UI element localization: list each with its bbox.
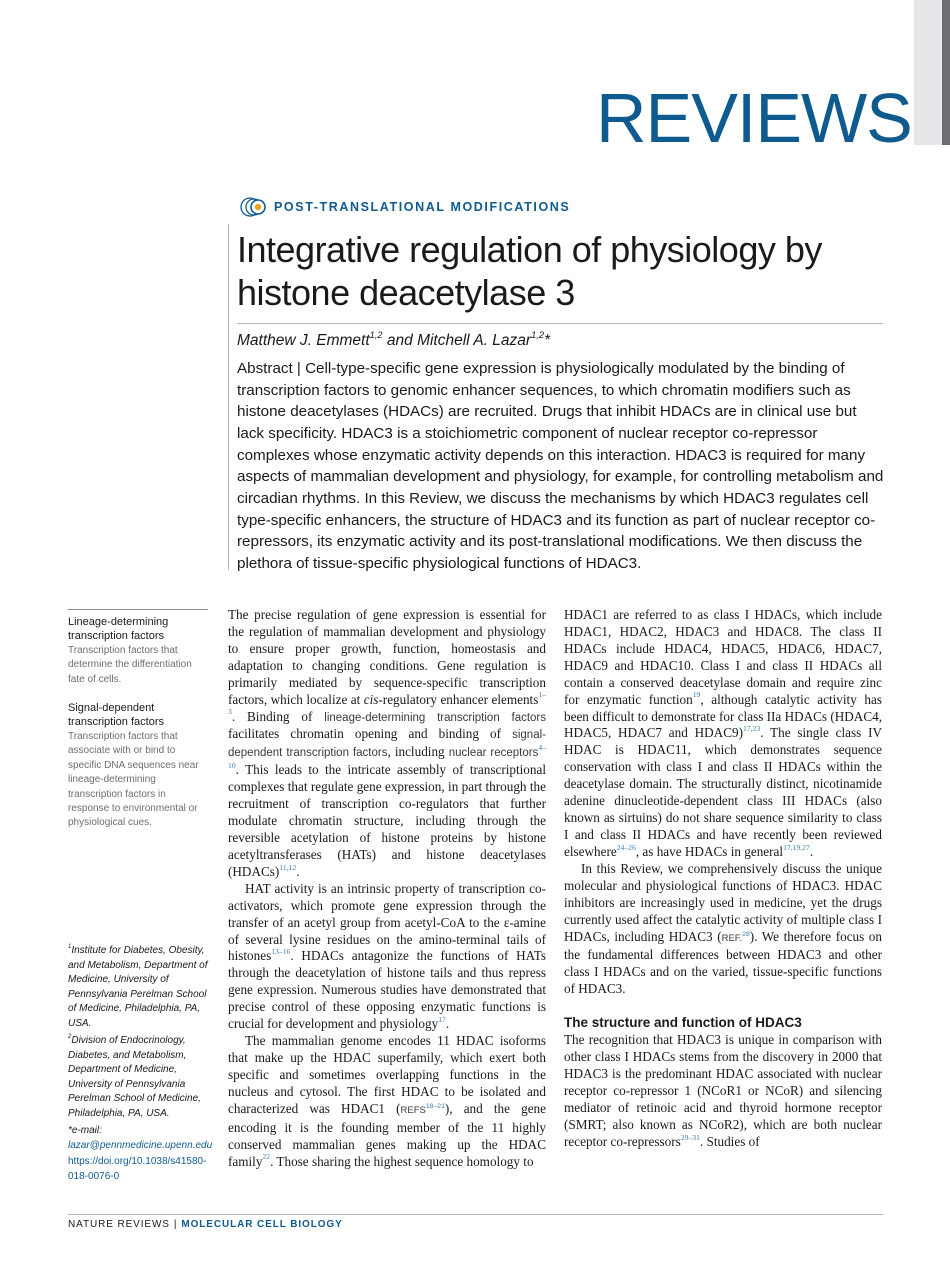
footer-journal: NATURE REVIEWS [68,1219,170,1230]
body-column-right [564,607,882,1151]
author-name: Matthew J. Emmett [237,332,370,349]
body-paragraph [564,861,882,998]
doi-link[interactable]: https://doi.org/10.1038/s41580-018-0076-0 [68,1156,207,1182]
glossary-link[interactable]: lineage-determining transcription factors [324,711,547,724]
corresponding-star: * [544,332,551,349]
text-run: . [296,863,300,879]
text-run: . Binding of [231,708,325,724]
reference-citation[interactable]: 24–26 [616,842,636,852]
text-run: The precise regulation of gene expression is essential for the regulation of mammalian development and physiology to ensure proper growth, function, homeostasis and adaptation to changing conditions. Gene regulation is primarily mediated by sequence-specific transcription factors, which localize at [228,607,546,707]
text-run: facilitates chromatin opening and binding of [228,726,513,742]
affiliation-number: 2 [68,1034,72,1041]
reference-citation[interactable]: 4–10 [228,743,546,771]
email-label: *e-mail: [68,1125,102,1136]
abstract-text: Cell-type-specific gene expression is physiologically modulated by the binding of transcription factors to genomic enhancer sequences, to which chromatin modifiers such as histone deacetylases (HDACs) are recruited. Drugs that inhibit HDACs are in clinical use but lack specificity. HDAC3 is a stoichiometric component of nuclear receptor co-repressor complexes whose enzymatic activity depends on this interaction. HDAC3 is required for many aspects of mammalian development and physiology, for example, for controlling metabolism and circadian rhythms. In this Review, we discuss the mechanisms by which HDAC3 regulates cell type-specific enhancers, the structure of HDAC3 and its function as part of nuclear receptor co-repressors, its enzymatic activity and its post-translational modifications. We then discuss the plethora of tissue-specific physiological functions of HDAC3. [237,360,884,572]
text-run: ). We therefore focus on the fundamental differences between HDAC3 and other class I HDACs and on the varied, tissue-specific functions of HDAC3. [564,928,882,997]
body-column-left [228,607,546,1170]
reference-citation[interactable]: 18–21 [425,1102,445,1110]
email-block [68,1124,213,1153]
reference-citation[interactable]: 17,19,27 [783,842,810,852]
text-run: The recognition that HDAC3 is unique in comparison with other class I HDACs stems from the discovery in 2000 that HDAC3 is the predominant HDAC associated with nuclear receptor co-repressor 1 (NCoR1 or NCoR) and silencing mediator of retinoic acid and thyroid hormone receptor (SMRT; also known as NCoR2), which are both nuclear receptor co-repressors [564,1032,882,1149]
reference-citation[interactable]: 28 [742,930,750,938]
author-line [237,330,877,352]
reference-label: REF. [721,932,743,944]
email-link[interactable]: lazar@pennmedicine.upenn.edu [68,1139,213,1151]
text-run: . This leads to the intricate assembly of transcriptional complexes that regulate gene expression, in part through the recruitment of transcription co-regulators that further modulate chromatin structure, including through the reversible acetylation of histone proteins by histone acetyltransferases (HATs) and histone deacetylases (HDACs) [228,762,546,879]
reference-group[interactable] [400,1102,445,1116]
text-run: HAT activity is an intrinsic property of transcription co-activators, which promote gene expression through the transfer of an acetyl group from acetyl-CoA to the ε-amine of several lysine residues on the amino-terminal tails of histones [228,880,546,964]
page-footer [68,1218,343,1232]
text-run: . [445,1016,450,1032]
glossary-entry [68,701,208,831]
text-run: . Studies of [699,1133,760,1149]
glossary-definition: Transcription factors that associate with or bind to specific DNA sequences near lineage-determining transcription factors in response to environmental or physiological cues. [68,731,199,829]
glossary-definition: Transcription factors that determine the differentiation fate of cells. [68,645,192,685]
concentric-circles-icon [240,197,270,217]
body-paragraph [228,881,546,1033]
text-run: In this Review, we comprehensively discuss the unique molecular and physiological functions of HDAC3. HDAC inhibitors are increasingly used in medicine, yet the drugs currently used affect the catalytic activity of multiple class I HDACs, including HDAC3 ( [564,860,882,944]
reference-group[interactable] [721,930,750,944]
abstract [237,358,887,575]
section-heading: The structure and function of HDAC3 [564,1015,802,1031]
journal-section-title: REVIEWS [596,79,912,157]
text-run: The mammalian genome encodes 11 HDAC isoforms that make up the HDAC superfamily, which exert both specific and sometimes overlapping functions in the nucleus and cytosol. The first HDAC to be isolated and characterized was HDAC1 ( [228,1033,546,1116]
glossary-link[interactable]: signal-dependent transcription factors [228,729,546,760]
author-affiliation-sup: 1,2 [369,329,383,340]
affiliation-text: Division of Endocrinology, Diabetes, and Metabolism, Department of Medicine, University of Pennsylvania Perelman School of Medicine, Philadelphia, PA, USA. [68,1035,201,1119]
text-run: HDAC1 are referred to as class I HDACs, which include HDAC1, HDAC2, HDAC3 and HDAC8. The class II HDACs include HDAC4, HDAC5, HDAC6, HDAC7, HDAC9 and HDAC10. Class I and class II HDACs all contain a conserved deacetylase domain and require zinc for enzymatic function [564,607,882,707]
title-vertical-rule [228,224,229,570]
body-paragraph [564,1032,882,1150]
glossary-link[interactable]: nuclear receptors [448,747,539,760]
category-label: POST-TRANSLATIONAL MODIFICATIONS [274,200,571,214]
footer-section: MOLECULAR CELL BIOLOGY [181,1219,343,1230]
reference-citation[interactable]: 17,23 [743,724,761,734]
abstract-label: Abstract | [237,360,306,377]
italic-text: cis [363,691,379,707]
text-run: . [809,843,814,859]
reference-label: REFS [400,1104,426,1116]
affiliation-text: Institute for Diabetes, Obesity, and Metabolism, Department of Medicine, University of Pennsylvania Perelman School of Medicine, Philadelphia, PA, USA. [68,945,208,1029]
page-edge-tab-accent [942,0,950,145]
text-run: -regulatory enhancer elements [378,691,539,707]
reference-citation[interactable]: 13–16 [271,947,291,957]
text-run: . HDACs antagonize the functions of HATs through the deacetylation of histone tails and thus repress gene expression. Numerous studies have demonstrated that precise control of these opposing enzymatic functions is crucial for development and physiology [228,948,546,1032]
reference-citation[interactable]: 22 [262,1152,271,1162]
author-joiner: and [382,332,418,349]
category-row [240,197,570,217]
reference-citation[interactable]: 29–31 [680,1132,700,1142]
reference-citation[interactable]: 1–3 [228,690,546,717]
text-run: . Those sharing the highest sequence homology to [270,1153,534,1169]
text-run: . The single class IV HDAC is HDAC11, which demonstrates sequence conservation with class I and class II HDACs within the deacetylase domain. The structurally distinct, nicotinamide adenine dinucleotide-dependent class III HDACs (also known as sirtuins) do not share sequence similarity to class I and class II HDACs and have recently been reviewed elsewhere [564,725,882,859]
footer-rule [68,1214,883,1215]
affiliation [68,1034,213,1122]
affiliation [68,944,213,1032]
reference-citation[interactable]: 11,12 [279,862,297,872]
body-paragraph [228,607,546,881]
text-run: ), and the gene encoding it is the founding member of the 11 highly conserved mammalian genes making up the HDAC family [228,1100,546,1169]
text-run: , including [387,744,449,760]
affiliation-number: 1 [68,944,72,951]
body-paragraph [564,607,882,861]
footer-separator: | [173,1219,178,1230]
sidebar-rule [68,609,208,610]
body-paragraph [228,1033,546,1170]
title-horizontal-rule [237,323,883,324]
reference-citation[interactable]: 19 [692,690,701,700]
glossary-term: Signal-dependent transcription factors [68,702,164,728]
text-run: , as have HDACs in general [635,843,784,859]
reference-citation[interactable]: 17 [438,1014,446,1024]
article-title: Integrative regulation of physiology by histone deacetylase 3 [237,229,822,313]
glossary-term: Lineage-determining transcription factors [68,616,169,642]
author-name: Mitchell A. Lazar [417,332,532,349]
text-run: , although catalytic activity has been difficult to demonstrate for class IIa HDACs (HDAC4, HDAC5, HDAC7 and HDAC9) [564,691,883,741]
glossary-entry [68,615,208,687]
author-affiliation-sup: 1,2 [531,329,545,340]
